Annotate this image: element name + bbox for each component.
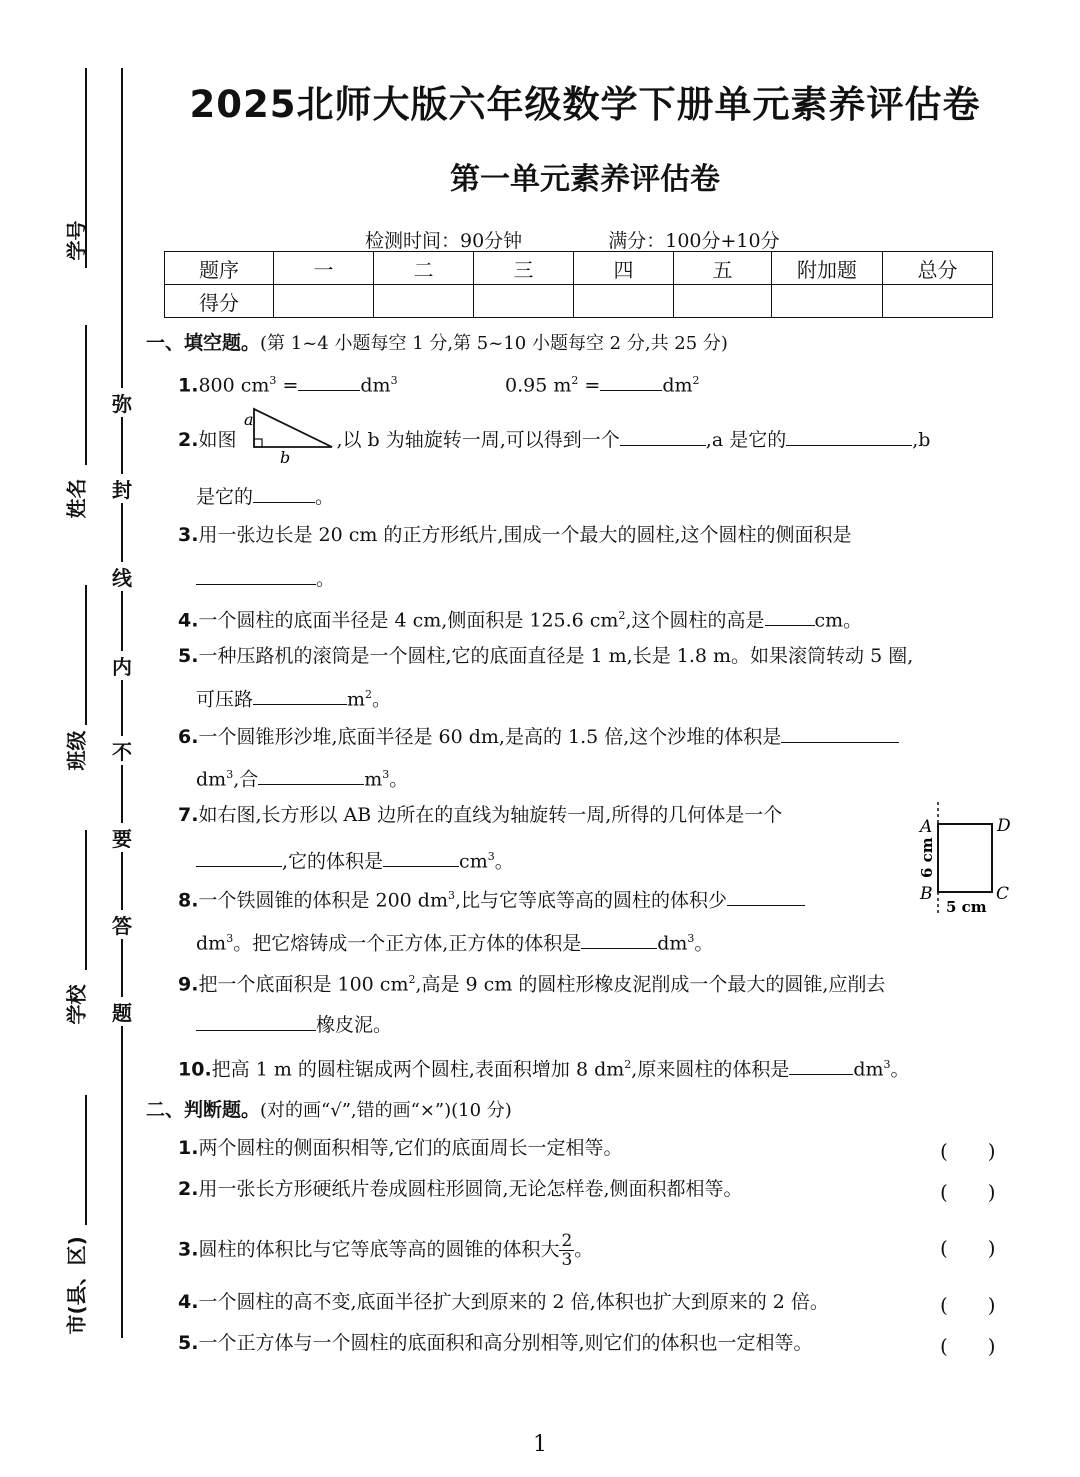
sup: 2 (624, 1058, 632, 1071)
q7-text-c: cm (459, 850, 488, 873)
q1-text-d: dm (662, 374, 693, 397)
score-input-cell[interactable] (474, 285, 574, 318)
sup: 2 (692, 374, 700, 387)
question-number: 9. (178, 973, 199, 996)
sup: 3 (487, 850, 495, 863)
answer-blank[interactable] (253, 684, 347, 705)
question-6 (178, 722, 899, 750)
section1-heading (146, 328, 728, 355)
answer-blank[interactable] (620, 425, 706, 446)
question-number: 6. (178, 726, 199, 748)
question-3-cont (196, 564, 335, 592)
q5-text-a: 一种压路机的滚筒是一个圆柱,它的底面直径是 1 m,长是 1.8 m。如果滚筒转动 5 圈, (198, 645, 914, 667)
question-number: 5. (178, 645, 199, 667)
score-header-cell: 总分 (883, 252, 993, 285)
figure-label-b: B (920, 884, 933, 904)
answer-paren[interactable]: ( ) (940, 1236, 996, 1260)
question-9 (178, 967, 885, 997)
q6-text-a: 一个圆锥形沙堆,底面半径是 60 dm,是高的 1.5 倍,这个沙堆的体积是 (198, 726, 782, 748)
figure-label-a: A (920, 817, 933, 837)
question-number: 8. (178, 889, 199, 912)
question-number: 4. (178, 609, 199, 632)
sup: 3 (687, 932, 695, 945)
figure-label-d: D (997, 816, 1011, 836)
question-number: 7. (178, 804, 199, 826)
sup: 3 (390, 374, 398, 387)
seal-char: 弥 (108, 388, 136, 417)
seal-line (121, 68, 123, 1338)
judge-text: 用一张长方形硬纸片卷成圆柱形圆筒,无论怎样卷,侧面积都相等。 (198, 1178, 743, 1200)
label-school: 学校 (64, 984, 89, 1025)
q8-text-e: dm (657, 932, 688, 955)
score-header-cell: 题序 (165, 252, 274, 285)
q7-text-b: ,它的体积是 (282, 850, 384, 873)
sup: 3 (883, 1058, 891, 1071)
seal-char: 内 (108, 651, 136, 680)
q6-text-e: 。 (389, 768, 409, 791)
judge-text: 一个正方体与一个圆柱的底面积和高分别相等,则它们的体积也一定相等。 (198, 1332, 813, 1354)
question-7 (178, 802, 782, 828)
judge-item-5 (178, 1330, 813, 1356)
question-number: 5. (178, 1332, 199, 1354)
q7-text-d: 。 (494, 850, 514, 873)
q4-text-a: 一个圆柱的底面半径是 4 cm,侧面积是 125.6 cm (198, 609, 619, 632)
seal-char: 不 (108, 736, 136, 765)
score-header-cell: 五 (674, 252, 772, 285)
question-5 (178, 643, 913, 669)
score-input-cell[interactable] (772, 285, 883, 318)
question-number: 2. (178, 429, 199, 451)
answer-blank[interactable] (258, 764, 364, 785)
q2-text-a: 如图 (198, 429, 237, 451)
label-name: 姓名 (64, 478, 89, 519)
fraction-numerator: 2 (561, 1231, 573, 1251)
question-number: 2. (178, 1178, 199, 1200)
judge-item-3 (178, 1232, 593, 1269)
answer-blank[interactable] (196, 564, 316, 585)
section2-note: (对的画“√”,错的画“×”)(10 分) (260, 1100, 512, 1121)
seal-char: 题 (108, 997, 136, 1026)
label-student-id: 学号 (64, 220, 89, 261)
question-number: 3. (178, 1238, 199, 1261)
judge-text: 两个圆柱的侧面积相等,它们的底面周长一定相等。 (198, 1137, 623, 1159)
q10-text-b: ,原来圆柱的体积是 (631, 1058, 790, 1081)
question-2-cont (196, 482, 334, 510)
seal-char: 答 (108, 910, 136, 939)
score-table-score-row (165, 285, 993, 318)
question-7-cont (196, 844, 514, 874)
score-header-cell: 附加题 (772, 252, 883, 285)
answer-blank[interactable] (786, 425, 912, 446)
q5-text-c: m (347, 688, 366, 711)
question-8-cont (196, 926, 713, 956)
q6-text-d: m (364, 768, 383, 791)
q4-text-c: cm。 (814, 609, 863, 632)
score-input-cell[interactable] (374, 285, 474, 318)
question-number: 3. (178, 524, 199, 546)
score-table-header-row (165, 252, 993, 285)
q6-text-b: dm (196, 768, 227, 791)
section2-heading (146, 1095, 512, 1122)
fraction (559, 1232, 574, 1269)
score-input-cell[interactable] (274, 285, 374, 318)
answer-blank[interactable] (383, 846, 459, 867)
sup: 3 (226, 768, 234, 781)
q1-text-b: dm (360, 374, 391, 397)
page-number: 1 (533, 1432, 547, 1457)
section1-note: (第 1~4 小题每空 1 分,第 5~10 小题每空 2 分,共 25 分) (260, 333, 728, 354)
section2-title: 二、判断题。 (146, 1099, 261, 1121)
answer-blank[interactable] (600, 370, 662, 391)
q8-text-c: dm (196, 932, 227, 955)
fraction-denominator: 3 (561, 1250, 573, 1270)
question-4 (178, 603, 862, 633)
triangle-label-b: b (280, 448, 291, 467)
answer-blank[interactable] (298, 370, 360, 391)
answer-blank[interactable] (253, 482, 315, 503)
question-1: 1.800 $cm^3 = dm^3$ (178, 368, 398, 398)
q3-text-a: 用一张边长是 20 cm 的正方形纸片,围成一个最大的圆柱,这个圆柱的侧面积是 (198, 524, 852, 546)
triangle-label-a: a (244, 410, 254, 429)
sup: 2 (571, 374, 579, 387)
q10-text-c: dm (853, 1058, 884, 1081)
margin-line-left-4 (85, 830, 87, 970)
q5-text-b: 可压路 (196, 688, 254, 711)
q2-text-e: 是它的 (196, 486, 254, 508)
question-6-cont (196, 762, 408, 792)
question-10 (178, 1052, 910, 1082)
q10-text-d: 。 (890, 1058, 910, 1081)
q3-text-b: 。 (316, 568, 336, 590)
label-city: 市(县、区) (64, 1236, 89, 1335)
q10-text-a: 把高 1 m 的圆柱锯成两个圆柱,表面积增加 8 dm (211, 1058, 625, 1081)
question-9-cont (196, 1010, 392, 1038)
q8-text-f: 。 (694, 932, 714, 955)
q2-text-d: ,b (912, 429, 931, 451)
question-number: 4. (178, 1291, 199, 1313)
sup: 2 (365, 688, 373, 701)
label-class: 班级 (64, 730, 89, 771)
judge-text: 圆柱的体积比与它等底等高的圆锥的体积大 (198, 1238, 560, 1261)
q1-text-a: 800 cm (198, 374, 270, 397)
sup: 3 (226, 932, 234, 945)
question-3 (178, 522, 852, 548)
page-subtitle: 第一单元素养评估卷 (450, 162, 720, 197)
score-input-cell[interactable] (674, 285, 772, 318)
question-5-cont (196, 682, 391, 712)
sup: 3 (447, 889, 455, 902)
margin-line-left-5 (85, 1095, 87, 1225)
exam-full-score: 满分：100分+10分 (608, 230, 780, 252)
answer-paren[interactable]: ( ) (940, 1293, 996, 1317)
score-row-label: 得分 (165, 285, 274, 318)
score-table (164, 251, 993, 318)
figure-width-label: 5 cm (946, 898, 987, 916)
judge-item-2 (178, 1176, 743, 1202)
question-8 (178, 883, 805, 913)
question-number: 1. (178, 1137, 199, 1159)
triangle-figure (244, 405, 338, 467)
q8-text-d: 。把它熔铸成一个正方体,正方体的体积是 (233, 932, 582, 955)
answer-blank[interactable] (581, 928, 657, 949)
q6-text-c: ,合 (233, 768, 259, 791)
score-header-cell: 四 (574, 252, 674, 285)
judge-item-1 (178, 1135, 623, 1161)
q7-text-a: 如右图,长方形以 AB 边所在的直线为轴旋转一周,所得的几何体是一个 (198, 804, 783, 826)
sup: 3 (269, 374, 277, 387)
answer-blank[interactable] (727, 885, 805, 906)
margin-line-left-3 (85, 585, 87, 725)
sup: 2 (408, 973, 416, 986)
exam-info (365, 226, 860, 253)
answer-paren[interactable]: ( ) (940, 1334, 996, 1358)
answer-blank[interactable] (196, 1010, 316, 1031)
q8-text-a: 一个铁圆锥的体积是 200 dm (198, 889, 448, 912)
seal-char: 要 (108, 823, 136, 852)
question-number: 10. (178, 1058, 212, 1081)
q9-text-c: 橡皮泥。 (316, 1014, 393, 1036)
q9-text-a: 把一个底面积是 100 cm (198, 973, 409, 996)
answer-blank[interactable] (781, 722, 899, 743)
q2-text-c: ,a 是它的 (705, 429, 787, 451)
answer-blank[interactable] (765, 605, 815, 626)
answer-blank[interactable] (196, 846, 282, 867)
q8-text-b: ,比与它等底等高的圆柱的体积少 (454, 889, 728, 912)
exam-time: 检测时间：90分钟 (365, 230, 523, 252)
question-number: 1. (178, 374, 199, 397)
rectangle-figure (912, 800, 1022, 925)
sup: 3 (382, 768, 390, 781)
figure-label-c: C (996, 884, 1010, 904)
judge-text: 一个圆柱的高不变,底面半径扩大到原来的 2 倍,体积也扩大到原来的 2 倍。 (198, 1291, 829, 1313)
figure-height-label: 6 cm (918, 837, 936, 878)
seal-char: 线 (108, 562, 136, 591)
page-title: 2025北师大版六年级数学下册单元素养评估卷 (189, 83, 981, 126)
score-input-cell[interactable] (883, 285, 993, 318)
answer-paren[interactable]: ( ) (940, 1180, 996, 1204)
q5-text-d: 。 (372, 688, 392, 711)
q1-text-c: 0.95 m (505, 374, 572, 397)
score-header-cell: 二 (374, 252, 474, 285)
question-1b: 0.95 $m^2 = dm^2$ (505, 368, 700, 398)
q4-text-b: ,这个圆柱的高是 (625, 609, 765, 632)
judge-item-4 (178, 1289, 829, 1315)
sup: 2 (618, 609, 626, 622)
q9-text-b: ,高是 9 cm 的圆柱形橡皮泥削成一个最大的圆锥,应削去 (415, 973, 886, 996)
q2-text-f: 。 (315, 486, 335, 508)
section1-title: 一、填空题。 (146, 332, 261, 354)
margin-line-left-2 (85, 325, 87, 465)
seal-char: 封 (108, 474, 136, 503)
answer-paren[interactable]: ( ) (940, 1139, 996, 1163)
score-input-cell[interactable] (574, 285, 674, 318)
score-header-cell: 三 (474, 252, 574, 285)
judge-text-end: 。 (574, 1238, 594, 1261)
answer-blank[interactable] (789, 1054, 853, 1075)
q2-text-b: ,以 b 为轴旋转一周,可以得到一个 (336, 429, 620, 451)
score-header-cell: 一 (274, 252, 374, 285)
